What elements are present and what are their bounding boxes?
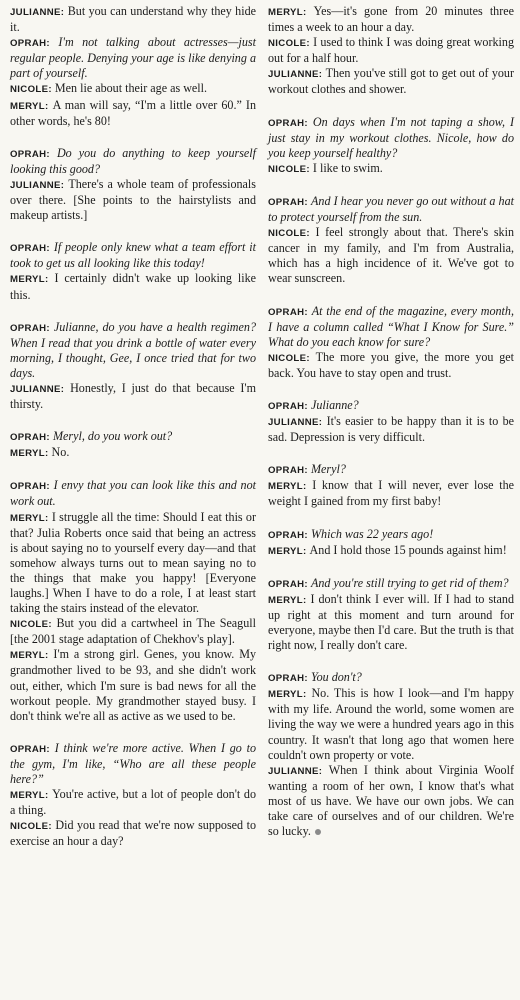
dialogue-text: I used to think I was doing great working out for a half hour. [268, 35, 515, 66]
exchange-block [268, 115, 514, 177]
exchange-block [268, 4, 514, 98]
dialogue-line [268, 161, 514, 177]
exchange-block [268, 398, 514, 445]
dialogue-text: Men lie about their age as well. [54, 81, 208, 96]
dialogue-line [10, 478, 256, 509]
dialogue-text: On days when I'm not taping a show, I just stay in my workout clothes. Nicole, how do you keep yourself healthy? [268, 114, 514, 160]
dialogue-line [10, 240, 256, 271]
dialogue-line [10, 647, 256, 723]
dialogue-text: I envy that you can look like this and not work out. [10, 478, 256, 509]
dialogue-line [10, 81, 256, 97]
speaker-name: OPRAH : [268, 401, 311, 412]
speaker-name: JULIANNE : [268, 69, 326, 80]
speaker-name: NICOLE : [10, 619, 56, 630]
exchange-block [10, 741, 256, 850]
speaker-name: OPRAH : [10, 243, 54, 254]
dialogue-text: Meryl? [310, 462, 346, 477]
dialogue-text: It's easier to be happy than it is to be sad. Depression is very difficult. [268, 414, 514, 445]
exchange-block [10, 4, 256, 129]
dialogue-text: And I hear you never go out without a hat to protect yourself from the sun. [268, 193, 514, 225]
dialogue-line [10, 445, 256, 461]
speaker-name: NICOLE : [268, 164, 313, 175]
dialogue-text: Julianne? [310, 397, 359, 412]
exchange-block [268, 527, 514, 559]
dialogue-line [10, 381, 256, 412]
dialogue-text: But you did a cartwheel in The Seagull [the 2001 stage adaptation of Chekhov's play]. [10, 616, 256, 647]
dialogue-line [268, 4, 514, 35]
dialogue-text: And you're still trying to get rid of them? [310, 575, 509, 590]
speaker-name: OPRAH : [268, 307, 312, 318]
dialogue-line [268, 686, 514, 762]
dialogue-line [268, 527, 514, 543]
speaker-name: OPRAH : [268, 579, 311, 590]
speaker-name: OPRAH : [268, 673, 311, 684]
dialogue-text: Meryl, do you work out? [52, 429, 173, 444]
dialogue-line [268, 350, 514, 381]
speaker-name: JULIANNE : [10, 7, 68, 18]
speaker-name: OPRAH : [268, 197, 311, 208]
dialogue-text: At the end of the magazine, every month, I have a column called “What I Know for Sure.” What do you each know for sure? [268, 303, 514, 349]
speaker-name: MERYL : [10, 650, 53, 661]
dialogue-text: I struggle all the time: Should I eat this or that? Julia Roberts once said that being an actress is about saying no to yourself every day—and that somehow always turns out to mean saying no to the things that make you happy! [Everyone laughs.] When I have to do a role, I at least start taking the stairs instead of the elevator. [10, 509, 256, 616]
dialogue-line [10, 616, 256, 647]
dialogue-line [10, 4, 256, 35]
speaker-name: OPRAH : [268, 465, 311, 476]
speaker-name: OPRAH : [10, 149, 57, 160]
dialogue-text: You're active, but a lot of people don't do a thing. [10, 787, 256, 818]
dialogue-text: I think we're more active. When I go to the gym, I'm like, “Who are all these people here?” [10, 740, 256, 787]
dialogue-line [10, 271, 256, 302]
dialogue-line [268, 763, 514, 839]
end-mark-icon [315, 829, 321, 835]
speaker-name: MERYL : [268, 546, 310, 557]
dialogue-text: You don't? [310, 670, 362, 685]
speaker-name: MERYL : [268, 689, 311, 700]
exchange-block [10, 429, 256, 461]
dialogue-text: I'm a strong girl. Genes, you know. My grandmother lived to be 93, and she didn't work out, either, which I'm sure is bad news for all the workout people. My grandmother stayed busy. I don't think we're all as active as we used to be. [10, 647, 257, 723]
dialogue-line [10, 818, 256, 849]
speaker-name: OPRAH : [10, 38, 58, 49]
dialogue-line [268, 592, 514, 653]
dialogue-text: Did you read that we're now supposed to exercise an hour a day? [10, 818, 256, 849]
exchange-block [268, 462, 514, 509]
dialogue-line [10, 177, 256, 223]
dialogue-line [10, 429, 256, 445]
dialogue-text: No. [51, 445, 70, 460]
dialogue-text: I feel strongly about that. There's skin cancer in my family, and I'm from Australia, which has a high incidence of it. We've got to wear sunscreen. [268, 225, 515, 286]
dialogue-line [268, 576, 514, 592]
dialogue-text: When I think about Virginia Woolf wanting a room of her own, I know that's what most of us have. We have our own jobs. We can take care of ourselves and of our children. We're so lucky. [268, 762, 514, 839]
exchange-block [10, 240, 256, 302]
dialogue-text: Then you've still got to get out of your workout clothes and shower. [268, 66, 514, 97]
exchange-block [10, 320, 256, 413]
dialogue-line [268, 398, 514, 414]
right-column [268, 4, 514, 856]
dialogue-line [268, 462, 514, 478]
dialogue-line [268, 35, 514, 66]
dialogue-line [268, 543, 514, 559]
exchange-block [268, 576, 514, 653]
dialogue-text: If people only knew what a team effort it took to get us all looking like this today! [10, 240, 256, 271]
dialogue-line [268, 225, 514, 286]
speaker-name: NICOLE : [268, 353, 316, 364]
speaker-name: MERYL : [268, 481, 312, 492]
speaker-name: JULIANNE : [10, 180, 68, 191]
dialogue-line [268, 194, 514, 225]
dialogue-line [10, 320, 256, 381]
speaker-name: OPRAH : [10, 323, 54, 334]
exchange-block [10, 478, 256, 724]
speaker-name: JULIANNE : [268, 417, 327, 428]
speaker-name: JULIANNE : [10, 384, 70, 395]
dialogue-line [10, 787, 256, 818]
left-column [10, 4, 256, 867]
dialogue-line [268, 304, 514, 350]
dialogue-line [268, 414, 514, 445]
dialogue-line [268, 66, 514, 97]
dialogue-text: I like to swim. [312, 160, 383, 175]
exchange-block [268, 670, 514, 839]
speaker-name: MERYL : [268, 7, 314, 18]
speaker-name: MERYL : [10, 448, 52, 459]
speaker-name: OPRAH : [10, 432, 53, 443]
dialogue-text: I certainly didn't wake up looking like this. [10, 271, 256, 302]
speaker-name: MERYL : [10, 101, 53, 112]
dialogue-line [10, 741, 256, 787]
dialogue-line [10, 35, 256, 81]
speaker-name: MERYL : [10, 274, 54, 285]
dialogue-line [10, 510, 256, 617]
speaker-name: OPRAH : [10, 744, 55, 755]
speaker-name: NICOLE : [10, 84, 55, 95]
dialogue-text: The more you give, the more you get back. You have to stay open and trust. [268, 349, 514, 380]
dialogue-text: And I hold those 15 pounds against him! [309, 542, 507, 557]
dialogue-line [268, 115, 514, 161]
dialogue-line [268, 478, 514, 509]
speaker-name: JULIANNE : [268, 766, 329, 777]
dialogue-text: But you can understand why they hide it. [10, 4, 256, 35]
dialogue-text: I'm not talking about actresses—just regular people. Denying your age is like denying a part of yourself. [10, 35, 256, 81]
speaker-name: MERYL : [10, 513, 52, 524]
dialogue-text: No. This is how I look—and I'm happy with my life. Around the world, some women are living the way we were a hundred years ago in this country. It wasn't that long ago that women here couldn't own property or vote. [268, 686, 514, 762]
dialogue-text: Yes—it's gone from 20 minutes three times a week to an hour a day. [268, 4, 514, 35]
speaker-name: NICOLE : [268, 228, 316, 239]
dialogue-text: A man will say, “I'm a little over 60.” In other words, he's 80! [10, 97, 256, 128]
speaker-name: OPRAH : [10, 481, 54, 492]
speaker-name: MERYL : [268, 595, 311, 606]
dialogue-text: I don't think I ever will. If I had to stand up right at this moment and turn around for everyone, maybe then I'd care. But the truth is that right now, I really don't care. [268, 591, 514, 653]
exchange-block [268, 194, 514, 287]
dialogue-line [10, 98, 256, 129]
exchange-block [268, 304, 514, 381]
dialogue-text: There's a whole team of professionals over there. [She points to the hairstylists and makeup artists.] [10, 176, 256, 223]
exchange-block [10, 146, 256, 223]
dialogue-text: Do you do anything to keep yourself looking this good? [10, 145, 257, 176]
dialogue-text: Which was 22 years ago! [310, 526, 434, 541]
speaker-name: NICOLE : [10, 821, 55, 832]
speaker-name: MERYL : [10, 790, 52, 801]
dialogue-text: Julianne, do you have a health regimen? When I read that you drink a bottle of water every morning, I thought, Gee, I once tried that for two days. [10, 319, 256, 380]
speaker-name: NICOLE : [268, 38, 313, 49]
dialogue-text: I know that I will never, ever lose the weight I gained from my first baby! [268, 478, 514, 509]
dialogue-line [268, 670, 514, 686]
speaker-name: OPRAH : [268, 118, 313, 129]
dialogue-line [10, 146, 256, 177]
dialogue-text: Honestly, I just do that because I'm thirsty. [10, 380, 256, 412]
speaker-name: OPRAH : [268, 530, 311, 541]
